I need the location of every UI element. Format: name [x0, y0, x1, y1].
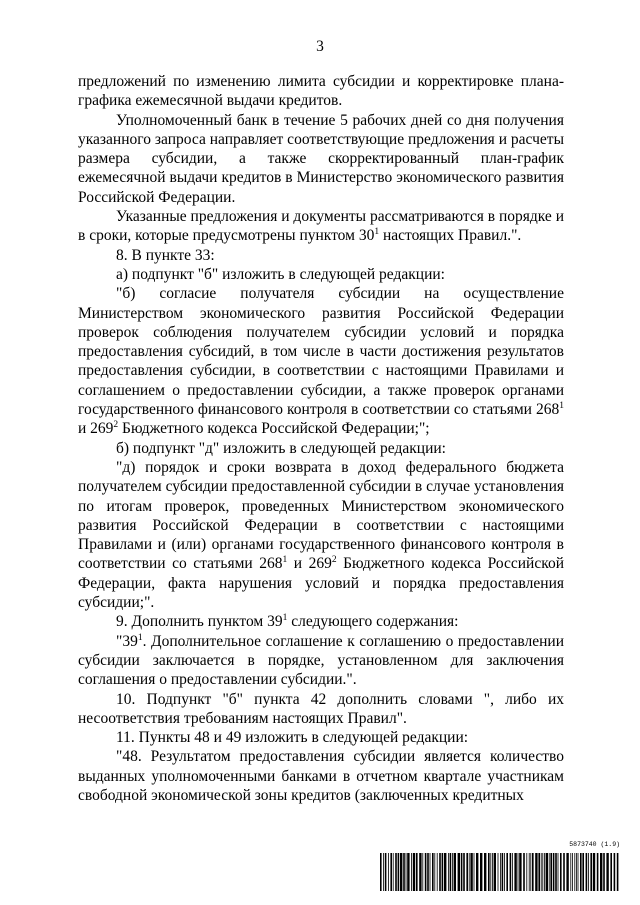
superscript: 2 [113, 420, 119, 431]
barcode-bar [538, 853, 540, 891]
barcode-bar [427, 853, 429, 891]
paragraph-text: и 269 [78, 420, 114, 438]
paragraph-text: следующего содержания: [287, 613, 459, 631]
barcode-bar [407, 853, 409, 891]
barcode-bar [425, 853, 427, 891]
barcode-bar [463, 853, 465, 891]
barcode-bar [432, 853, 434, 891]
barcode-bar [393, 853, 394, 891]
barcode-bar [546, 853, 548, 891]
barcode-bar [450, 853, 452, 891]
barcode-bar [518, 853, 519, 891]
barcode-id: 5873740 (1.9) [569, 841, 620, 848]
superscript: 1 [137, 632, 143, 643]
paragraph [78, 690, 564, 729]
barcode-bar [580, 853, 582, 891]
barcode-bar [385, 853, 387, 891]
paragraph-text: Указанные предложения и документы рассматриваются в порядке и в сроки, которые предусмотрены пунктом 30 [78, 208, 564, 245]
barcode-area [380, 841, 620, 891]
barcode-bar [461, 853, 463, 891]
paragraph-text: "39 [116, 632, 138, 650]
paragraph [78, 265, 564, 284]
superscript: 1 [559, 401, 564, 412]
barcode-bar [566, 853, 568, 891]
barcode-bar [480, 853, 482, 891]
paragraph [78, 72, 564, 111]
barcode-bar [452, 853, 453, 891]
barcode-bar [586, 853, 588, 891]
barcode-bar [422, 853, 423, 891]
barcode-bar [498, 853, 499, 891]
paragraph [78, 458, 564, 612]
superscript: 2 [331, 555, 337, 566]
barcode-bar [550, 853, 552, 891]
barcode-bar [614, 853, 616, 891]
barcode-bar [484, 853, 486, 891]
barcode-bar [558, 853, 559, 891]
paragraph-text: "д) порядок и сроки возврата в доход федерального бюджета получателем субсидии предоставленной субсидии в случае установления по итогам проверок, проведенных Министерством экономического развития Российской Федерации в соответствии с настоящими Правилами и (или) органами государственного финансового контроля в соответствии со статьями 268 [78, 458, 564, 573]
barcode-bar [444, 853, 446, 891]
barcode-bar [549, 853, 550, 891]
barcode-bar [476, 853, 478, 891]
barcode-bar [610, 853, 612, 891]
barcode-bar [413, 853, 415, 891]
paragraph-text: 10. Подпункт "б" пункта 42 дополнить словами ", либо их несоответствия требованиям настоящих Правил". [78, 690, 564, 727]
barcode-bar [544, 853, 545, 891]
barcode-bar [406, 853, 407, 891]
barcode-bar [469, 853, 470, 891]
barcode-bar [593, 853, 595, 891]
barcode-bar [526, 853, 527, 891]
barcode-bar [383, 853, 384, 891]
paragraph [78, 632, 564, 690]
barcode-bar [506, 853, 508, 891]
barcode-bar [530, 853, 531, 891]
barcode-bar [500, 853, 501, 891]
barcode-bar [582, 853, 584, 891]
barcode-bar [466, 853, 468, 891]
paragraph [78, 284, 564, 438]
barcode-bar [504, 853, 505, 891]
paragraph-text: Уполномоченный банк в течение 5 рабочих дней со дня получения указанного запроса направляет соответствующие предложения и расчеты размера субсидии, а также скорректированный план-график ежемесячной выдачи кредитов в Министерство экономического развития Российской Федерации. [78, 111, 564, 206]
barcode-bar [512, 853, 513, 891]
barcode-bar [555, 853, 557, 891]
barcode-bar [529, 853, 530, 891]
barcode-bar [502, 853, 504, 891]
barcode-bar [603, 853, 605, 891]
paragraph [78, 728, 564, 747]
barcode-bar [510, 853, 512, 891]
paragraph-text: 9. Дополнить пунктом 39 [116, 613, 283, 631]
barcode-bar [519, 853, 521, 891]
barcode-bar [442, 853, 444, 891]
barcode-bar [606, 853, 608, 891]
paragraph [78, 111, 564, 207]
paragraph-text: предложений по изменению лимита субсидии и корректировке плана-графика ежемесячной выдачи кредитов. [78, 73, 564, 110]
barcode-bar [588, 853, 589, 891]
paragraph-text: 8. В пункте 33: [116, 246, 215, 264]
superscript: 1 [374, 227, 380, 238]
barcode-bar [390, 853, 392, 891]
barcode-bar [416, 853, 418, 891]
barcode-bar [590, 853, 592, 891]
barcode-bar [490, 853, 491, 891]
superscript: 1 [282, 613, 288, 624]
barcode-bar [398, 853, 400, 891]
barcode-bar [560, 853, 562, 891]
barcode-bar [572, 853, 573, 891]
barcode-bar [395, 853, 397, 891]
paragraph-text: б) подпункт "д" изложить в следующей редакции: [116, 439, 446, 457]
barcode-bar [400, 853, 402, 891]
page-number: 3 [316, 38, 324, 55]
paragraph-text: Бюджетного кодекса Российской Федерации, факта нарушения условий и порядка предоставления субсидии;". [78, 555, 565, 612]
paragraph [78, 747, 564, 805]
paragraph-text: "48. Результатом предоставления субсидии является количество выданных уполномоченными банками в отчетном квартале участникам свободной экономической зоны кредитов (заключенных кредитных [78, 748, 564, 804]
paragraph [78, 612, 564, 631]
barcode-bar [576, 853, 577, 891]
barcode-bar [388, 853, 389, 891]
barcode-bar [448, 853, 449, 891]
paragraph-text: Бюджетного кодекса Российской Федерации;"; [118, 420, 430, 438]
barcode-bar [574, 853, 575, 891]
barcode-bar [535, 853, 537, 891]
barcode-bar [570, 853, 571, 891]
superscript: 1 [282, 555, 288, 566]
barcode-bar [542, 853, 543, 891]
barcode-bar [532, 853, 534, 891]
paragraph-text: 11. Пункты 48 и 49 изложить в следующей редакции: [116, 729, 469, 747]
paragraph [78, 207, 564, 246]
barcode-bar [600, 853, 602, 891]
barcode-bar [494, 853, 496, 891]
paragraph-text: а) подпункт "б" изложить в следующей редакции: [116, 265, 445, 283]
barcode-bar [492, 853, 493, 891]
barcode-bar [617, 853, 619, 891]
barcode-icon [380, 853, 620, 891]
barcode-bar [474, 853, 475, 891]
paragraph-text: . Дополнительное соглашение к соглашению о предоставлении субсидии заключается в порядке, установленном для заключения соглашения о предоставлении субсидии.". [78, 632, 564, 689]
paragraph [78, 439, 564, 458]
barcode-bar [578, 853, 579, 891]
paragraph-text: и 269 [287, 555, 332, 573]
barcode-bar [470, 853, 472, 891]
barcode-bar [597, 853, 599, 891]
barcode-bar [523, 853, 525, 891]
barcode-bar [380, 853, 382, 891]
paragraph-text: настоящих Правил.". [379, 227, 522, 245]
barcode-bar [434, 853, 435, 891]
paragraph-text: "б) согласие получателя субсидии на осуществление Министерством экономического развития Российской Федерации проверок соблюдения получателем субсидии условий и порядка предоставления субсидий, в том числе в части достижения результатов предоставления субсидии, в соответствии с настоящими Правилами и соглашением о предоставлении субсидии, а также проверок органами государственного финансового контроля в соответствии со статьями 268 [78, 285, 564, 419]
barcode-bar [411, 853, 412, 891]
barcode-bar [419, 853, 421, 891]
barcode-bar [488, 853, 490, 891]
barcode-bar [454, 853, 456, 891]
paragraph [78, 246, 564, 265]
document-body [78, 72, 564, 805]
barcode-bar [563, 853, 565, 891]
barcode-bar [458, 853, 460, 891]
barcode-bar [430, 853, 431, 891]
barcode-bar [439, 853, 441, 891]
barcode-bar [437, 853, 438, 891]
barcode-bar [514, 853, 516, 891]
barcode-bar [553, 853, 555, 891]
barcode-bar [541, 853, 542, 891]
barcode-bar [403, 853, 405, 891]
